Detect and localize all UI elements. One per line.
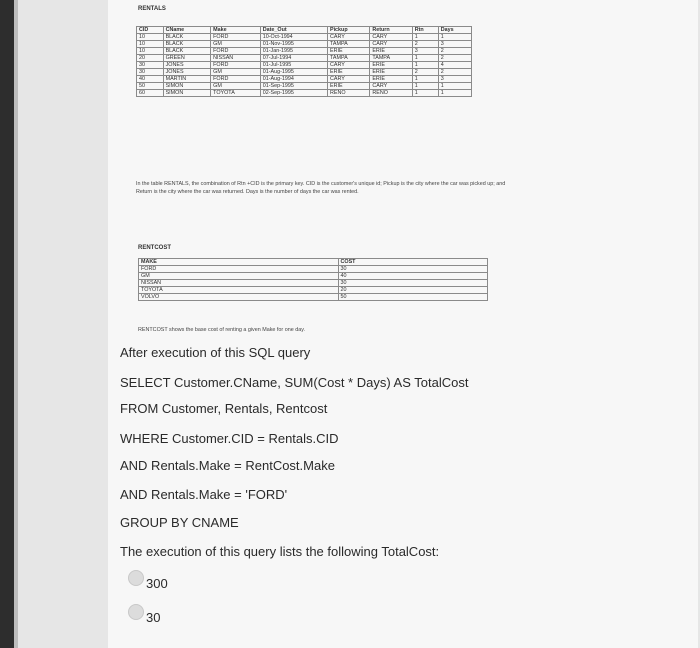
rentcost-cell: 30	[338, 266, 488, 273]
rentcost-cell: 50	[338, 294, 488, 301]
rentals-cell: 30	[137, 69, 164, 76]
sql-line: FROM Customer, Rentals, Rentcost	[120, 401, 328, 416]
rentals-cell: ERIE	[370, 62, 412, 69]
rentals-cell: ERIE	[370, 76, 412, 83]
rentals-cell: 01-Sep-1995	[260, 83, 327, 90]
rentals-cell: BLACK	[163, 41, 211, 48]
rentals-cell: FORD	[211, 62, 261, 69]
rentals-cell: 1	[412, 83, 438, 90]
option-radio-300[interactable]	[128, 570, 144, 586]
rentcost-row	[139, 273, 488, 280]
rentals-cell: TAMPA	[327, 55, 369, 62]
rentals-header-cell: CName	[163, 27, 211, 34]
sql-line: AND Rentals.Make = 'FORD'	[120, 487, 288, 502]
rentcost-cell: GM	[139, 273, 339, 280]
rentals-caption: RENTALS	[138, 6, 166, 12]
rentals-cell: FORD	[211, 34, 261, 41]
rentals-cell: CARY	[370, 34, 412, 41]
rentcost-row	[139, 294, 488, 301]
rentcost-cell: NISSAN	[139, 280, 339, 287]
rentals-cell: 20	[137, 55, 164, 62]
rentals-cell: 4	[438, 62, 471, 69]
rentals-header-row	[137, 27, 472, 34]
rentals-cell: 1	[412, 90, 438, 97]
rentals-cell: 01-Nov-1995	[260, 41, 327, 48]
rentals-header-cell: Days	[438, 27, 471, 34]
rentals-cell: 3	[412, 48, 438, 55]
rentals-cell: 1	[412, 76, 438, 83]
rentals-cell: 1	[412, 34, 438, 41]
question-intro: After execution of this SQL query	[120, 345, 311, 360]
option-label-30[interactable]: 30	[146, 610, 161, 625]
rentals-cell: 10	[137, 34, 164, 41]
rentals-cell: FORD	[211, 48, 261, 55]
rentals-row	[137, 76, 472, 83]
rentals-cell: 01-Jan-1995	[260, 48, 327, 55]
rentals-cell: ERIE	[327, 69, 369, 76]
rentals-cell: 1	[412, 55, 438, 62]
rentals-cell: TAMPA	[327, 41, 369, 48]
rentals-cell: GM	[211, 41, 261, 48]
rentals-cell: GREEN	[163, 55, 211, 62]
rentals-cell: 60	[137, 90, 164, 97]
rentals-cell: 3	[438, 41, 471, 48]
rentals-table	[136, 26, 472, 97]
rentals-cell: 2	[438, 69, 471, 76]
rentals-cell: 2	[438, 55, 471, 62]
rentals-header-cell: CID	[137, 27, 164, 34]
rentals-cell: RENO	[370, 90, 412, 97]
rentals-cell: 30	[137, 62, 164, 69]
rentals-cell: 02-Sep-1995	[260, 90, 327, 97]
rentals-cell: JONES	[163, 62, 211, 69]
rentals-cell: 1	[438, 90, 471, 97]
rentals-row	[137, 69, 472, 76]
rentcost-cell: VOLVO	[139, 294, 339, 301]
option-radio-30[interactable]	[128, 604, 144, 620]
rentcost-header-cell: MAKE	[139, 259, 339, 266]
rentals-cell: 1	[412, 62, 438, 69]
rentals-cell: 10	[137, 41, 164, 48]
rentals-cell: CARY	[327, 62, 369, 69]
rentals-cell: 01-Aug-1995	[260, 69, 327, 76]
rentals-cell: MARTIN	[163, 76, 211, 83]
rentals-cell: ERIE	[327, 83, 369, 90]
rentals-cell: CARY	[370, 41, 412, 48]
rentals-cell: 1	[438, 34, 471, 41]
rentals-row	[137, 48, 472, 55]
rentals-cell: FORD	[211, 76, 261, 83]
rentals-cell: BLACK	[163, 34, 211, 41]
rentals-cell: CARY	[327, 34, 369, 41]
rentals-cell: CARY	[370, 83, 412, 90]
rentals-cell: 1	[438, 83, 471, 90]
rentals-cell: 10-Oct-1994	[260, 34, 327, 41]
left-edge-bar	[0, 0, 14, 648]
rentals-row	[137, 90, 472, 97]
rentcost-cell: TOYOTA	[139, 287, 339, 294]
rentals-cell: TAMPA	[370, 55, 412, 62]
rentals-cell: SIMON	[163, 90, 211, 97]
rentals-cell: NISSAN	[211, 55, 261, 62]
rentals-cell: BLACK	[163, 48, 211, 55]
option-label-300[interactable]: 300	[146, 576, 168, 591]
rentals-cell: 2	[438, 48, 471, 55]
rentals-cell: 10	[137, 48, 164, 55]
rentals-cell: 2	[412, 69, 438, 76]
sql-line: AND Rentals.Make = RentCost.Make	[120, 458, 335, 473]
rentals-header-cell: Return	[370, 27, 412, 34]
rentals-note: In the table RENTALS, the combination of Rtn +CID is the primary key. CID is the customer's unique id; Pickup is the city where the car was picked up; and Return is the city where the car was returned. Days is the number of days the car was rented.	[136, 181, 506, 195]
rentals-cell: 01-Jul-1995	[260, 62, 327, 69]
sql-line: WHERE Customer.CID = Rentals.CID	[120, 431, 339, 446]
question-prompt: The execution of this query lists the following TotalCost:	[120, 544, 440, 559]
rentals-row	[137, 34, 472, 41]
rentcost-note: RENTCOST shows the base cost of renting a given Make for one day.	[138, 327, 305, 333]
rentals-cell: 40	[137, 76, 164, 83]
rentals-cell: ERIE	[327, 48, 369, 55]
rentals-cell: CARY	[327, 76, 369, 83]
rentcost-row	[139, 266, 488, 273]
rentals-header-cell: Pickup	[327, 27, 369, 34]
rentals-cell: 07-Jul-1994	[260, 55, 327, 62]
rentals-cell: 2	[412, 41, 438, 48]
rentals-header-cell: Rtn	[412, 27, 438, 34]
rentcost-header-cell: COST	[338, 259, 488, 266]
rentals-row	[137, 62, 472, 69]
rentcost-row	[139, 280, 488, 287]
rentals-row	[137, 55, 472, 62]
rentcost-cell: 20	[338, 287, 488, 294]
left-edge-strip	[14, 0, 18, 648]
rentals-cell: TOYOTA	[211, 90, 261, 97]
rentcost-cell: FORD	[139, 266, 339, 273]
rentals-cell: 50	[137, 83, 164, 90]
sql-line: GROUP BY CNAME	[120, 515, 239, 530]
rentcost-cell: 40	[338, 273, 488, 280]
rentcost-row	[139, 287, 488, 294]
rentals-cell: SIMON	[163, 83, 211, 90]
rentals-row	[137, 41, 472, 48]
rentals-cell: ERIE	[370, 48, 412, 55]
rentals-cell: GM	[211, 83, 261, 90]
rentcost-table	[138, 258, 488, 301]
rentals-cell: GM	[211, 69, 261, 76]
rentcost-cell: 30	[338, 280, 488, 287]
rentals-header-cell: Make	[211, 27, 261, 34]
rentals-header-cell: Date_Out	[260, 27, 327, 34]
rentcost-header-row	[139, 259, 488, 266]
rentals-cell: ERIE	[370, 69, 412, 76]
rentcost-caption: RENTCOST	[138, 245, 171, 251]
sql-line: SELECT Customer.CName, SUM(Cost * Days) AS TotalCost	[120, 375, 469, 390]
rentals-cell: 01-Aug-1994	[260, 76, 327, 83]
rentals-cell: 3	[438, 76, 471, 83]
rentals-cell: RENO	[327, 90, 369, 97]
rentals-cell: JONES	[163, 69, 211, 76]
rentals-row	[137, 83, 472, 90]
